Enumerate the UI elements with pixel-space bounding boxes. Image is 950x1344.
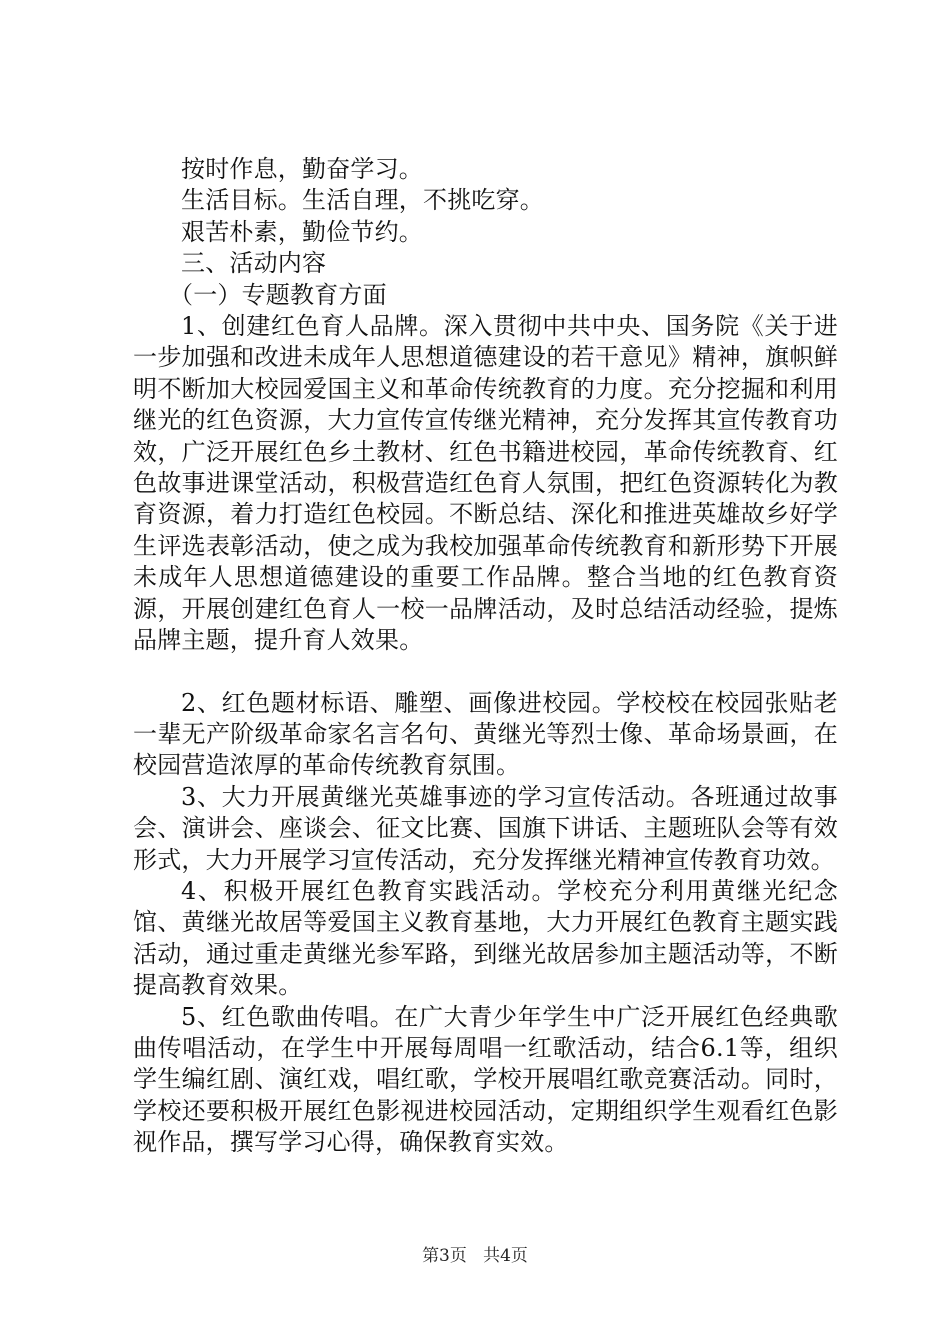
text-line-life-goal: 生活目标。生活自理，不挑吃穿。 (181, 186, 544, 215)
page-number: 第3页 (422, 1246, 467, 1266)
text-line-frugal: 艰苦朴素，勤俭节约。 (181, 217, 423, 246)
paragraph-item-1: 1、创建红色育人品牌。深入贯彻中共中央、国务院《关于进一步加强和改进未成年人思想道德建设的若干意见》精神，旗帜鲜明不断加大校园爱国主义和革命传统教育的力度。充分挖掘和利用继光的红色资源，大力宣传宣传继光精神，充分发挥其宣传教育功效，广泛开展红色乡土教材、红色书籍进校园，革命传统教育、红色故事进课堂活动，积极营造红色育人氛围，把红色资源转化为教育资源，着力打造红色校园。不断总结、深化和推进英雄故乡好学生评选表彰活动，使之成为我校加强革命传统教育和新形势下开展未成年人思想道德建设的重要工作品牌。整合当地的红色教育资源，开展创建红色育人一校一品牌活动，及时总结活动经验，提炼品牌主题，提升育人效果。 (133, 312, 838, 655)
page-total: 共4页 (483, 1246, 528, 1266)
page-separator (472, 1244, 477, 1268)
paragraph-item-5: 5、红色歌曲传唱。在广大青少年学生中广泛开展红色经典歌曲传唱活动，在学生中开展每周唱一红歌活动，结合6.1等，组织学生编红剧、演红戏，唱红歌，学校开展唱红歌竞赛活动。同时，学校还要积极开展红色影视进校园活动，定期组织学生观看红色影视作品，撰写学习心得，确保教育实效。 (133, 1002, 838, 1157)
subsection-heading-topic-education: （一）专题教育方面 (169, 280, 387, 309)
paragraph-item-2: 2、红色题材标语、雕塑、画像进校园。学校校在校园张贴老一辈无产阶级革命家名言名句、黄继光等烈士像、革命场景画，在校园营造浓厚的革命传统教育氛围。 (133, 688, 838, 780)
text-line-schedule: 按时作息，勤奋学习。 (181, 155, 423, 183)
document-body (133, 154, 838, 1159)
paragraph-item-4: 4、积极开展红色教育实践活动。学校充分利用黄继光纪念馆、黄继光故居等爱国主义教育基地，大力开展红色教育主题实践活动，通过重走黄继光参军路，到继光故居参加主题活动等，不断提高教育效果。 (133, 876, 838, 1000)
page-footer (0, 1244, 950, 1268)
paragraph-item-3: 3、大力开展黄继光英雄事迹的学习宣传活动。各班通过故事会、演讲会、座谈会、征文比赛、国旗下讲话、主题班队会等有效形式，大力开展学习宣传活动，充分发挥继光精神宣传教育功效。 (133, 782, 838, 874)
section-heading-activity-content: 三、活动内容 (181, 249, 327, 278)
